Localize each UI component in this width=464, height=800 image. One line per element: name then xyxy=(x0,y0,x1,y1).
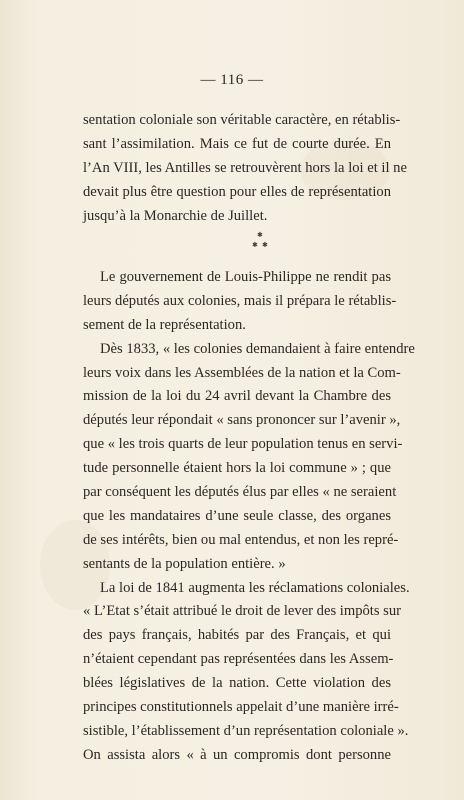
text-line: sentation coloniale son véritable caractère, en rétablis- xyxy=(83,112,401,128)
text-line: l’An VIII, les Antilles se retrouvèrent hors la loi et il ne xyxy=(83,159,407,176)
text-line: que « les trois quarts de leur population tenus en servi- xyxy=(83,436,403,453)
text-line: sistible, l’établissement d’un représentation coloniale ». xyxy=(83,722,409,739)
text-line: Le gouvernement de Louis-Philippe ne rendit pas xyxy=(100,269,391,285)
text-line: par conséquent les députés élus par elles « ne seraient xyxy=(83,484,397,501)
text-line: « L’Etat s’était attribué le droit de lever des impôts sur xyxy=(83,603,402,620)
text-line: leurs députés aux colonies, mais il prépara le rétablis- xyxy=(83,292,397,309)
asterism-star: ✱ xyxy=(257,231,263,239)
text-line: de ses intérêts, bien ou mal entendus, et non les repré- xyxy=(83,531,399,548)
text-line: jusqu’à la Monarchie de Juillet. xyxy=(83,207,268,224)
text-line: principes constitutionnels appelait d’une manière irré- xyxy=(83,699,399,716)
text-line: que les mandataires d’une seule classe, des organes xyxy=(83,507,391,524)
asterism-star: ✱ xyxy=(252,241,258,249)
text-line: sentants de la population entière. » xyxy=(83,555,286,572)
text-line: des pays français, habités par des Français, et qui xyxy=(83,627,391,644)
text-line: On assista alors « à un compromis dont personne xyxy=(83,746,391,763)
text-line: La loi de 1841 augmenta les réclamations coloniales. xyxy=(100,579,410,596)
text-line: blées législatives de la nation. Cette violation des xyxy=(83,675,391,692)
text-line: devait plus être question pour elles de représentation xyxy=(83,183,391,200)
paragraph-continuation xyxy=(83,109,407,228)
text-line: Dès 1833, « les colonies demandaient à faire entendre xyxy=(100,340,415,357)
text-line: députés leur répondait « sans prononcer sur l’avenir », xyxy=(83,412,401,429)
section-body xyxy=(83,266,415,768)
text-line: sement de la représentation. xyxy=(83,316,246,333)
text-line: n’étaient cependant pas représentées dans les Assem- xyxy=(83,651,394,668)
text-line: tude personnelle étaient hors la loi commune » ; que xyxy=(83,460,391,477)
asterism-star: ✱ xyxy=(262,241,268,249)
text-line: mission de la loi du 24 avril devant la Chambre des xyxy=(83,388,391,405)
text-line: sant l’assimilation. Mais ce fut de courte durée. En xyxy=(83,135,391,152)
section-separator xyxy=(0,232,464,252)
text-line: leurs voix dans les Assemblées de la nation et la Com- xyxy=(83,364,401,381)
page-number: — 116 — xyxy=(200,72,264,88)
